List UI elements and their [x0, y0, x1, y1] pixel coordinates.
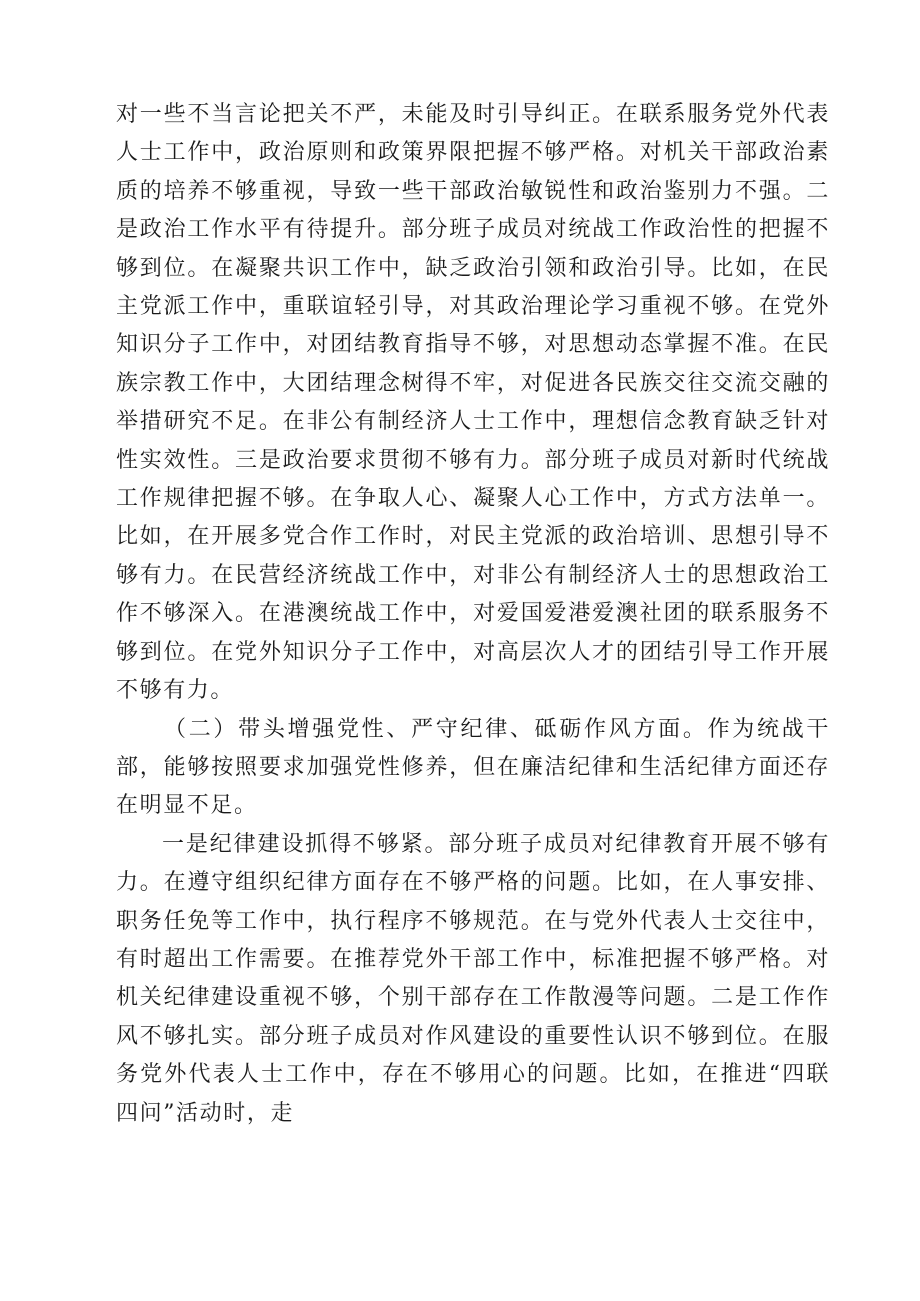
section-heading-paragraph: （二）带头增强党性、严守纪律、砥砺作风方面。作为统战干部，能够按照要求加强党性修养，但在廉洁纪律和生活纪律方面还存在明显不足。 — [116, 716, 830, 819]
body-paragraph-2: 一是纪律建设抓得不够紧。部分班子成员对纪律教育开展不够有力。在遵守组织纪律方面存在不够严格的问题。比如，在人事安排、职务任免等工作中，执行程序不够规范。在与党外代表人士交往中，有时超出工作需要。在推荐党外干部工作中，标准把握不够严格。对机关纪律建设重视不够，个别干部存在工作散漫等问题。二是工作作风不够扎实。部分班子成员对作风建设的重要性认识不够到位。在服务党外代表人士工作中，存在不够用心的问题。比如，在推进“四联四问”活动时，走 — [116, 831, 830, 1126]
body-paragraph-1: 对一些不当言论把关不严，未能及时引导纠正。在联系服务党外代表人士工作中，政治原则和政策界限把握不够严格。对机关干部政治素质的培养不够重视，导致一些干部政治敏锐性和政治鉴别力不强。二是政治工作水平有待提升。部分班子成员对统战工作政治性的把握不够到位。在凝聚共识工作中，缺乏政治引领和政治引导。比如，在民主党派工作中，重联谊轻引导，对其政治理论学习重视不够。在党外知识分子工作中，对团结教育指导不够，对思想动态掌握不准。在民族宗教工作中，大团结理念树得不牢，对促进各民族交往交流交融的举措研究不足。在非公有制经济人士工作中，理想信念教育缺乏针对性实效性。三是政治要求贯彻不够有力。部分班子成员对新时代统战工作规律把握不够。在争取人心、凝聚人心工作中，方式方法单一。比如，在开展多党合作工作时，对民主党派的政治培训、思想引导不够有力。在民营经济统战工作中，对非公有制经济人士的思想政治工作不够深入。在港澳统战工作中，对爱国爱港爱澳社团的联系服务不够到位。在党外知识分子工作中，对高层次人才的团结引导工作开展不够有力。 — [116, 102, 830, 704]
